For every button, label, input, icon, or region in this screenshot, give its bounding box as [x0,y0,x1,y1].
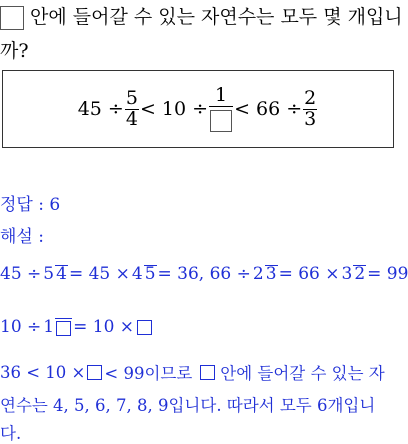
expr-term-3: < 66 ÷ [234,98,303,120]
blank-box [137,320,152,335]
explanation-line-3: 36 < 10 × < 99이므로 안에 들어갈 수 있는 자 [0,362,385,383]
blank-box [56,321,71,336]
explanation-label: 해설 : [0,227,44,247]
fraction-2-3: $\frac{2}{3}$ [304,86,317,130]
fraction-1-box: 1 [209,86,233,132]
expr-term-1: 45 ÷ [77,98,124,120]
answer-line [0,190,60,215]
question-text: 안에 들어갈 수 있는 자연수는 모두 몇 개입니 [30,6,403,28]
answer-value: 6 [49,195,61,215]
explanation-equation-2: 10 ÷ 1 = 10 × [0,304,152,350]
expression-box [2,70,394,148]
answer-label: 정답 : [0,195,44,215]
blank-box [210,110,232,132]
question-line-2: 까? [0,40,29,62]
blank-box [0,6,24,30]
fraction-5-4: $\frac{5}{4}$ [125,86,138,130]
explanation-equation-1: 45 ÷ 5 4 = 45 × 4 5 = 36, 66 ÷ 2 3 = 66 × 3 2 = 99 [0,264,408,284]
question-line-1 [0,2,403,32]
blank-box [200,365,215,380]
explanation-line-5: 다. [0,424,22,443]
explanation-line-4: 연수는 4, 5, 6, 7, 8, 9입니다. 따라서 모두 6개입니 [0,396,376,415]
expr-term-2: < 10 ÷ [139,98,209,120]
blank-box [87,365,102,380]
